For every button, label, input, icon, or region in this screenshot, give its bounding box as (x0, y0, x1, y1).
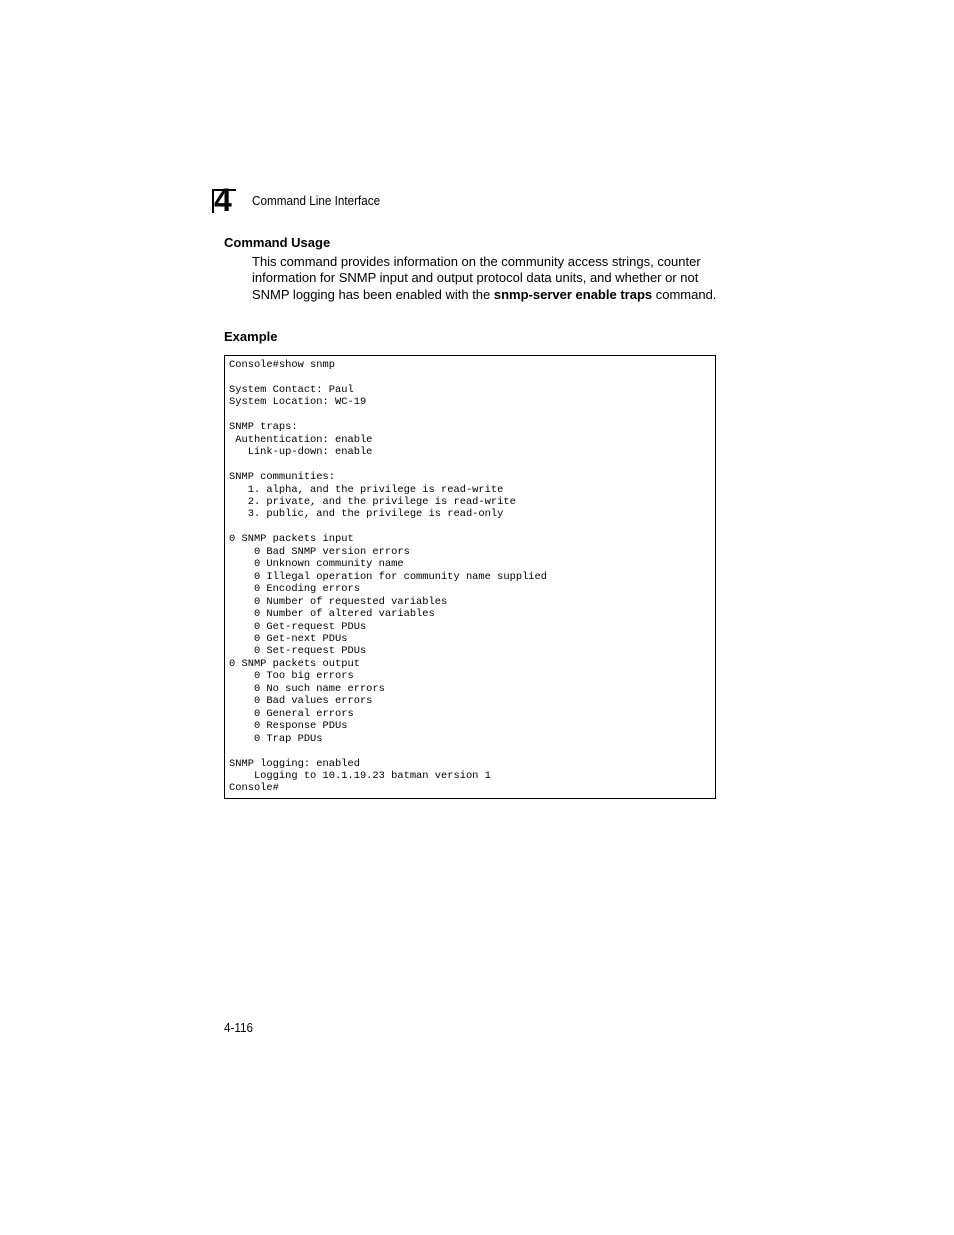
command-usage-heading: Command Usage (224, 235, 331, 250)
command-usage-paragraph (252, 254, 722, 303)
page-number: 4-116 (224, 1020, 254, 1035)
chapter-number: 4 (214, 182, 232, 218)
command-name: snmp-server enable traps (493, 286, 653, 302)
example-code: Console#show snmp System Contact: Paul System Location: WC-19 SNMP traps: Authentication: enable Link-up-down: enable SNMP communities: 1. alpha, and the privilege is read-write 2. private, and the privilege is read-write 3. public, and the privilege is read-only 0 SNMP packets input 0 Bad SNMP version errors 0 Unknown community name 0 Illegal operation for community name supplied 0 Encoding errors 0 Number of requested variables 0 Number of altered variables 0 Get-request PDUs 0 Get-next PDUs 0 Set-request PDUs 0 SNMP packets output 0 Too big errors 0 No such name errors 0 Bad values errors 0 General errors 0 Response PDUs 0 Trap PDUs SNMP logging: enabled Logging to 10.1.19.23 batman version 1 Console# (229, 359, 548, 795)
example-heading: Example (224, 329, 278, 344)
chapter-title: Command Line Interface (252, 193, 381, 208)
example-code-box (224, 355, 716, 799)
command-usage-text-before: This command provides information on the community access strings, counter information for SNMP input and output protocol data units, and whether or not SNMP logging has been enabled with the (252, 254, 701, 302)
command-usage-text-after: command. (652, 286, 717, 302)
chapter-tab (212, 182, 242, 218)
